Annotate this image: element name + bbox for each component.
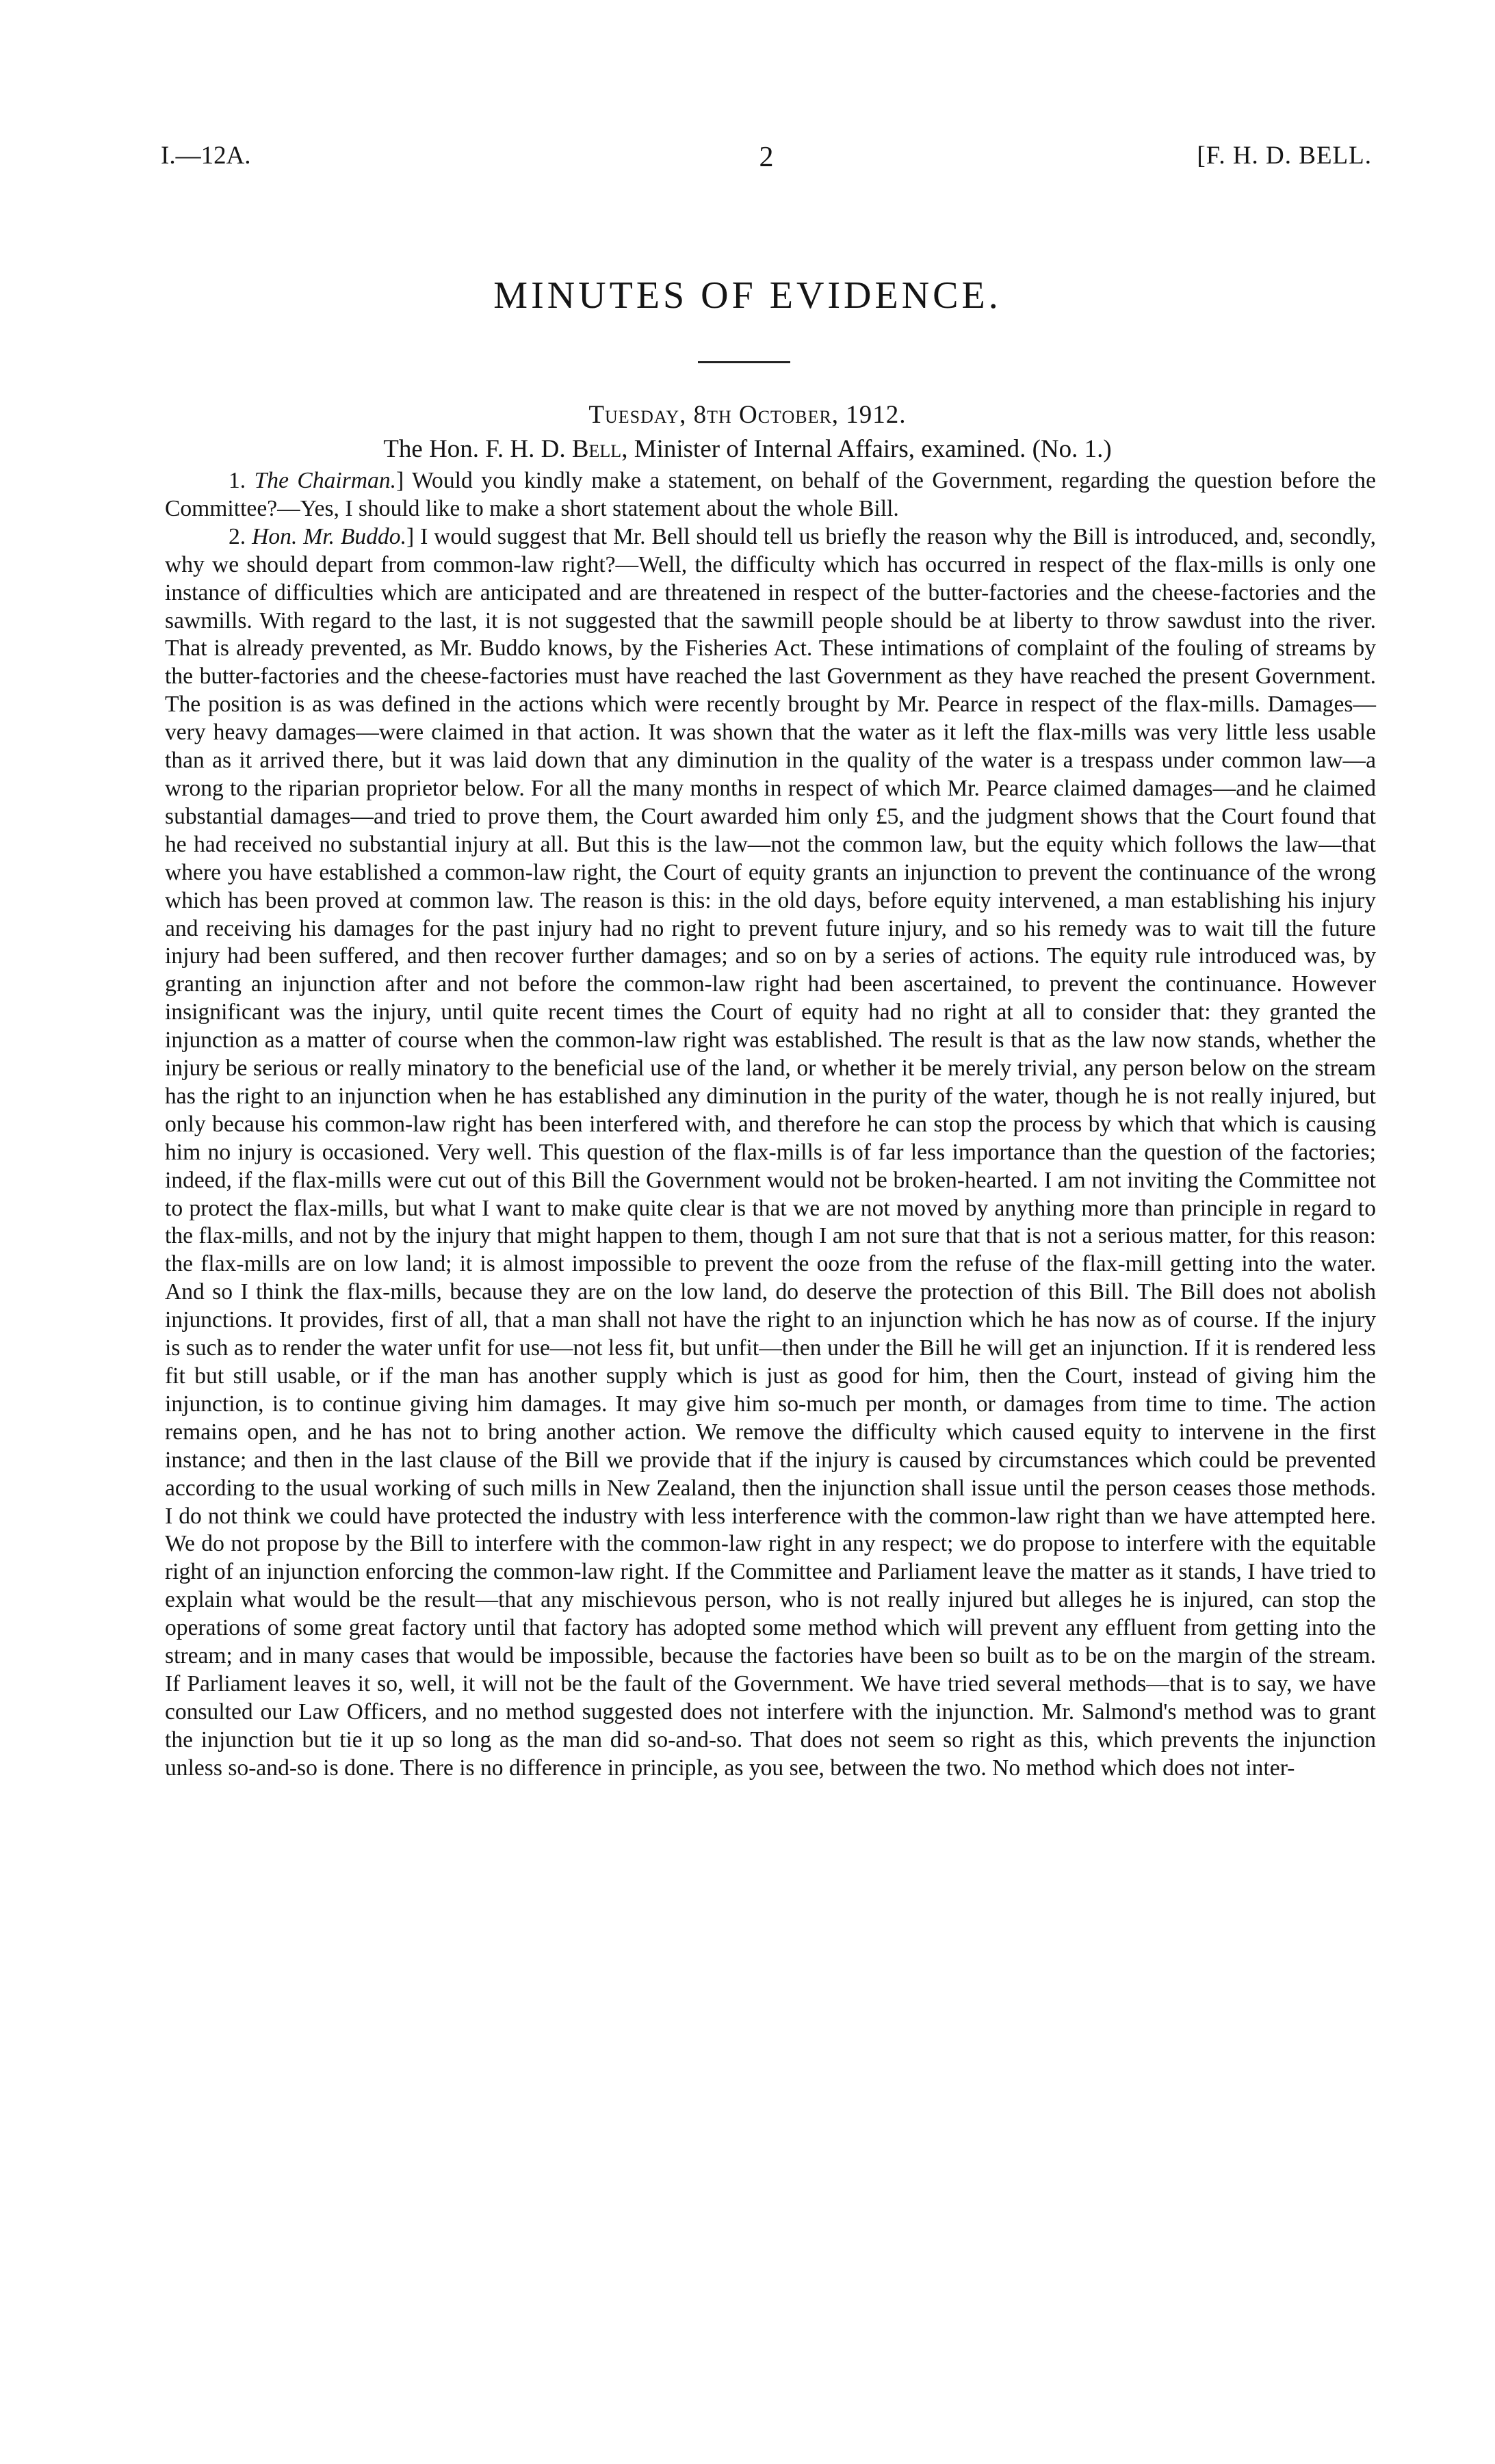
witness-suffix: , Minister of Internal Affairs, examined. (No. 1.) bbox=[621, 435, 1112, 463]
evidence-body bbox=[165, 467, 1376, 1783]
question-text: ] I would suggest that Mr. Bell should tell us briefly the reason why the Bill is introduced, and, secondly, why we should depart from common-law right?—Well, the difficulty which has occurred in respect of the flax-mills is only one instance of difficulties which are anticipated and are threatened in respect of the butter-factories and the cheese-factories and the sawmills. With regard to the last, it is not suggested that the sawmill people should be at liberty to throw sawdust into the river. That is already prevented, as Mr. Buddo knows, by the Fisheries Act. These intimations of complaint of the fouling of streams by the butter-factories and the cheese-factories must have reached the last Government as they have reached the present Government. The position is as was defined in the actions which were recently brought by Mr. Pearce in respect of the flax-mills. Damages—very heavy damages—were claimed in that action. It was shown that the water as it left the flax-mills was very little less usable than as it arrived there, but it was laid down that any diminution in the quality of the water is a trespass under common law—a wrong to the riparian proprietor below. For all the many months in respect of which Mr. Pearce claimed damages—and he claimed substantial damages—and tried to prove them, the Court awarded him only £5, and the judgment shows that the Court found that he had received no substantial injury at all. But this is the law—not the common law, but the equity which follows the law—that where you have established a common-law right, the Court of equity grants an injunction to prevent the continuance of the wrong which has been proved at common law. The reason is this: in the old days, before equity intervened, a man establishing his injury and receiving his damages for the past injury had no right to prevent future injury, and so his remedy was to wait till the future injury had been suffered, and then recover further damages; and so on by a series of actions. The equity rule introduced was, by granting an injunction after and not before the common-law right had been ascertained, to prevent the continuance. However insignificant was the injury, until quite recent times the Court of equity had no right at all to consider that: they granted the injunction as a matter of course when the common-law right was established. The result is that as the law now stands, whether the injury be serious or really minatory to the beneficial use of the land, or whether it be merely trivial, any person below on the stream has the right to an injunction when he has established any diminution in the purity of the water, though he is not really injured, but only because his common-law right has been interfered with, and therefore he can stop the process by which that which is causing him no injury is occasioned. Very well. This question of the flax-mills is of far less importance than the question of the factories; indeed, if the flax-mills were cut out of this Bill the Government would not be broken-hearted. I am not inviting the Committee not to protect the flax-mills, but what I want to make quite clear is that we are not moved by anything more than principle in regard to the flax-mills, and not by the injury that might happen to them, though I am not sure that that is not a serious matter, for this reason: the flax-mills are on low land; it is almost impossible to prevent the ooze from the refuse of the flax-mill getting into the water. And so I think the flax-mills, because they are on the low land, do deserve the protection of this Bill. The Bill does not abolish injunctions. It provides, first of all, that a man shall not have the right to an injunction which he has now as of course. If the injury is such as to render the water unfit for use—not less fit, but unfit—then under the Bill he will get an injunction. If it is rendered less fit but still usable, or if the man has another supply which is just as good for him, then the Court, instead of giving him the injunction, is to continue giving him damages. It may give him so-much per month, or damages from time to time. The action remains open, and he has not to bring another action. We remove the difficulty which caused equity to intervene in the first instance; and then in the last clause of the Bill we provide that if the injury is caused by circumstances which could be prevented according to the usual working of such mills in New Zealand, then the injunction shall issue until the person ceases those methods. I do not think we could have protected the industry with less interference with the common-law right than we have attempted here. We do not propose by the Bill to interfere with the common-law right in any respect; we do propose to interfere with the equitable right of an injunction enforcing the common-law right. If the Committee and Parliament leave the matter as it stands, I have tried to explain what would be the result—that any mischievous person, who is not really injured but alleges he is injured, can stop the operations of some great factory until that factory has adopted some method which will prevent any effluent from getting into the stream; and in many cases that would be impossible, because the factories have been so built as to be on the margin of the stream. If Parliament leaves it so, well, it will not be the fault of the Government. We have tried several methods—that is to say, we have consulted our Law Officers, and no method suggested does not interfere with the injunction. Mr. Salmond's method was to grant the injunction but tie it up so long as the man did so-and-so. That does not seem so right as this, which prevents the injunction unless so-and-so is done. There is no difference in principle, as you see, between the two. No method which does not inter- bbox=[165, 523, 1376, 1781]
question-text: ] Would you kindly make a statement, on behalf of the Government, regarding the question before the Committee?—Yes, I should like to make a short statement about the whole Bill. bbox=[165, 468, 1377, 521]
page-number: 2 bbox=[759, 142, 774, 173]
evidence-paragraph bbox=[165, 467, 1376, 523]
page-title: MINUTES OF EVIDENCE. bbox=[493, 274, 1002, 317]
witness-line bbox=[0, 434, 1495, 464]
evidence-paragraph bbox=[165, 523, 1376, 1783]
title-divider bbox=[698, 361, 790, 363]
hearing-date: Tuesday, 8th October, 1912. bbox=[588, 401, 907, 429]
page-header bbox=[161, 141, 1372, 182]
witness-name: Bell bbox=[571, 435, 622, 463]
paper-reference: I.—12A. bbox=[161, 142, 251, 170]
question-number: 2. bbox=[229, 523, 246, 549]
witness-running-head: [F. H. D. BELL. bbox=[1197, 142, 1372, 170]
question-number: 1. bbox=[229, 468, 246, 493]
speaker-name: The Chairman. bbox=[254, 468, 397, 493]
speaker-name: Hon. Mr. Buddo. bbox=[252, 523, 406, 549]
witness-prefix: The Hon. F. H. D. bbox=[383, 435, 572, 463]
